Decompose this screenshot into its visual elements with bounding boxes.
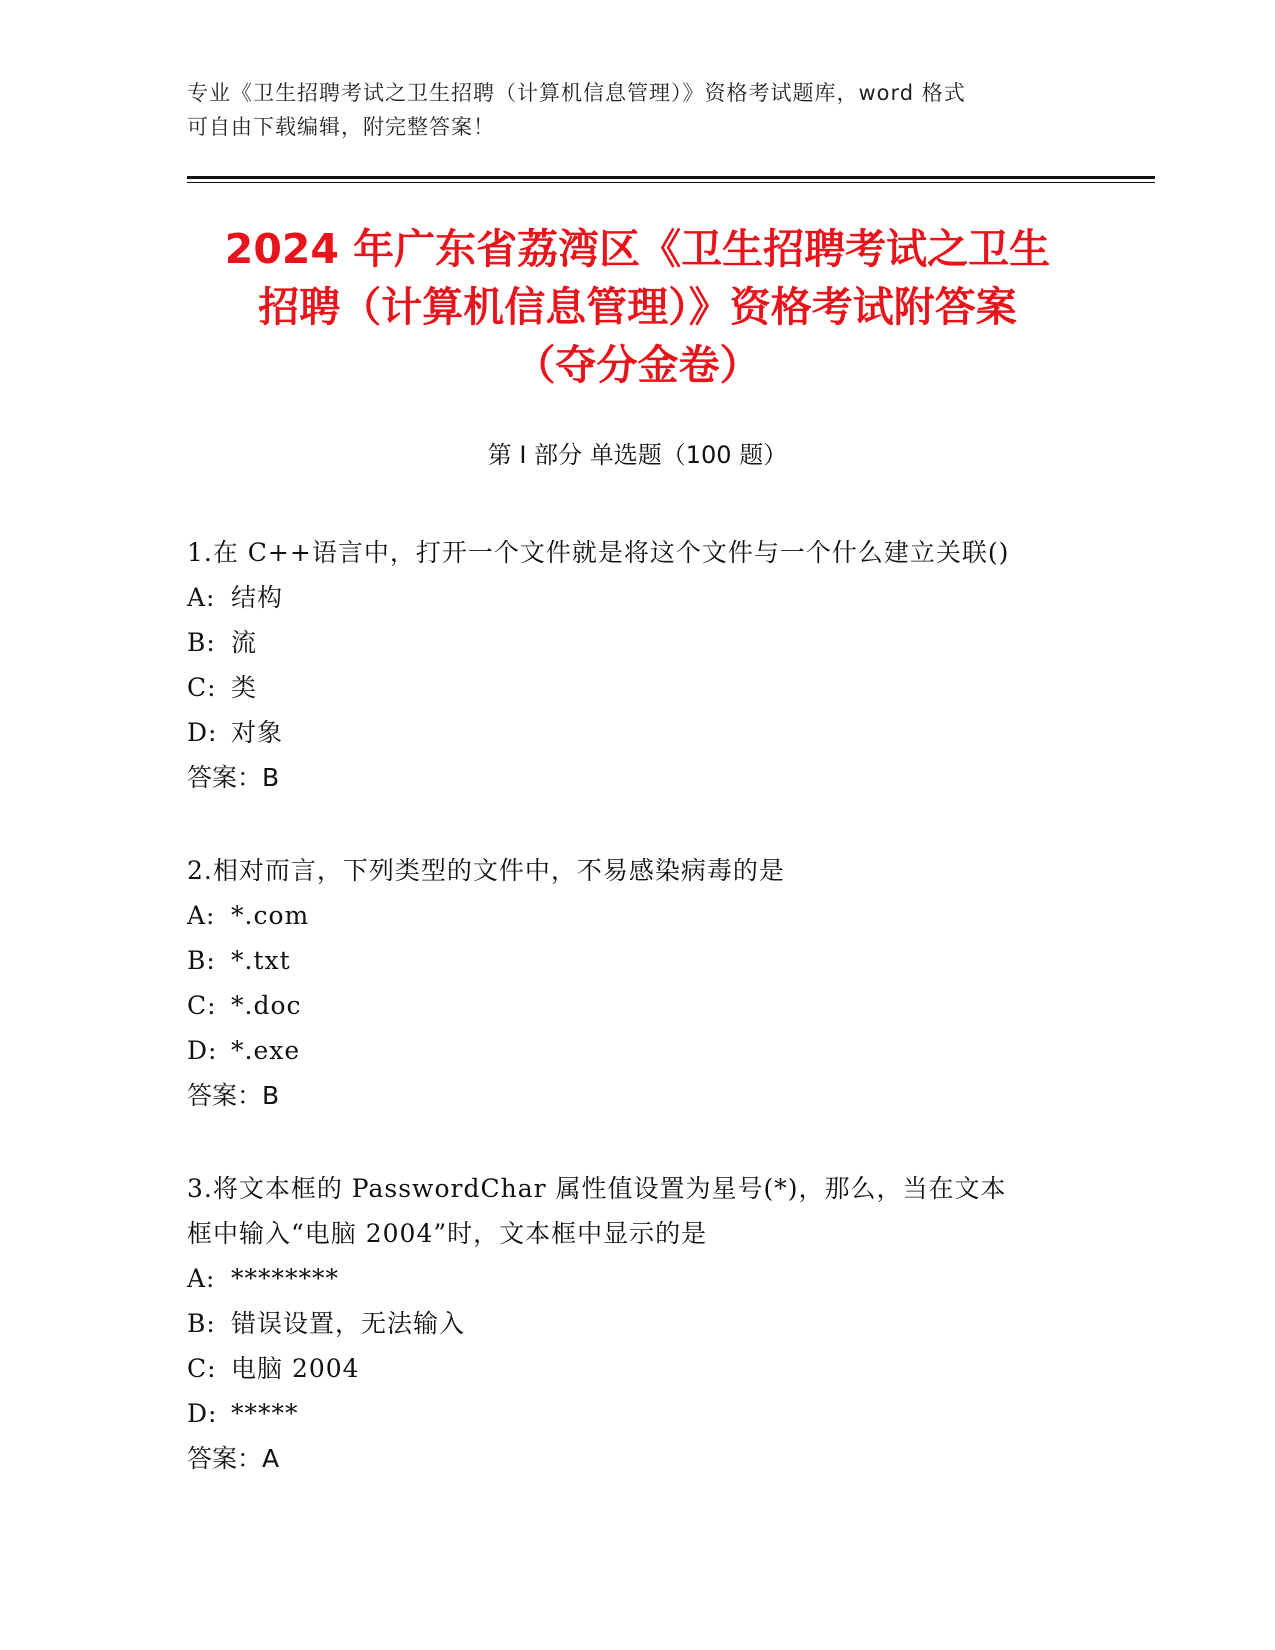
question-2	[187, 848, 785, 1118]
option-text: *.doc	[231, 991, 302, 1020]
option-text: 结构	[231, 583, 284, 612]
header-rule-thick	[187, 176, 1155, 179]
document-title-line-3: （夺分金卷）	[514, 341, 761, 389]
question-3	[187, 1166, 1007, 1481]
document-title	[150, 220, 1125, 394]
option-c	[187, 665, 1009, 710]
option-letter: B:	[187, 946, 216, 975]
document-title-line-1: 2024 年广东省荔湾区《卫生招聘考试之卫生	[224, 225, 1051, 273]
question-stem: 3.将文本框的 PasswordChar 属性值设置为星号(*)，那么，当在文本	[187, 1174, 1007, 1203]
header-note-line-1: 专业《卫生招聘考试之卫生招聘（计算机信息管理）》资格考试题库，word 格式	[187, 81, 966, 105]
option-letter: C:	[187, 991, 217, 1020]
question-stem: 1.在 C++语言中，打开一个文件就是将这个文件与一个什么建立关联()	[187, 538, 1010, 567]
option-d	[187, 1391, 1007, 1436]
option-text: 电脑 2004	[231, 1354, 360, 1383]
header-rule-thin	[187, 182, 1155, 183]
option-a	[187, 1256, 1007, 1301]
option-text: 流	[231, 628, 258, 657]
question-stem: 2.相对而言，下列类型的文件中，不易感染病毒的是	[187, 856, 785, 885]
option-b	[187, 620, 1009, 665]
option-letter: A:	[187, 901, 216, 930]
question-stem-continued: 框中输入“电脑 2004”时，文本框中显示的是	[187, 1219, 708, 1248]
option-c	[187, 1346, 1007, 1391]
header-note-line-2: 可自由下载编辑，附完整答案！	[187, 115, 495, 139]
option-text: ********	[231, 1264, 339, 1293]
answer-line: 答案：B	[187, 763, 280, 792]
header-note	[187, 76, 1087, 144]
option-b	[187, 938, 785, 983]
option-text: *.exe	[231, 1036, 301, 1065]
option-d	[187, 710, 1009, 755]
option-text: *.com	[231, 901, 310, 930]
option-text: *****	[231, 1399, 299, 1428]
option-a	[187, 575, 1009, 620]
document-title-line-2: 招聘（计算机信息管理）》资格考试附答案	[258, 283, 1017, 331]
answer-line: 答案：B	[187, 1081, 280, 1110]
option-letter: D:	[187, 1036, 218, 1065]
section-heading: 第 I 部分 单选题（100 题）	[487, 441, 788, 469]
option-d	[187, 1028, 785, 1073]
option-letter: C:	[187, 673, 217, 702]
option-text: 错误设置，无法输入	[231, 1309, 466, 1338]
question-1	[187, 530, 1009, 800]
option-letter: D:	[187, 718, 218, 747]
option-text: 类	[231, 673, 258, 702]
option-b	[187, 1301, 1007, 1346]
option-a	[187, 893, 785, 938]
option-letter: C:	[187, 1354, 217, 1383]
option-text: 对象	[231, 718, 284, 747]
option-letter: A:	[187, 583, 216, 612]
option-letter: B:	[187, 1309, 216, 1338]
option-letter: D:	[187, 1399, 218, 1428]
answer-line: 答案：A	[187, 1444, 280, 1473]
option-c	[187, 983, 785, 1028]
option-letter: B:	[187, 628, 216, 657]
option-letter: A:	[187, 1264, 216, 1293]
option-text: *.txt	[231, 946, 291, 975]
